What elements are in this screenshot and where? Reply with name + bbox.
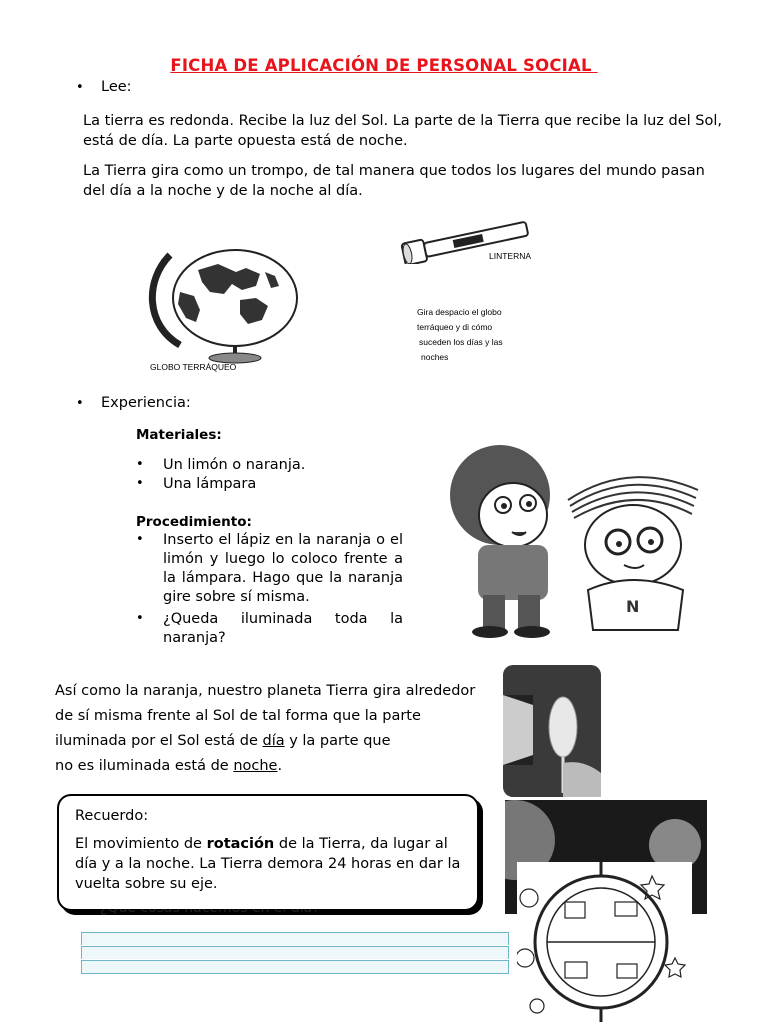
svg-text:N: N: [626, 597, 640, 616]
text-fragment: no es iluminada está de: [55, 758, 234, 774]
note-line: noches: [421, 352, 449, 362]
day-night-diagram-icon: [517, 858, 695, 1024]
bullet-icon: •: [136, 476, 144, 491]
procedure-step: Inserto el lápiz en la naranja o el limón y luego lo coloco frente a la lámpara. Hago que la naranja gire sobre sí misma.: [163, 532, 403, 605]
material-item: Una lámpara: [163, 476, 257, 492]
children-illustration-icon: [428, 440, 708, 640]
instruction-note: [417, 305, 503, 365]
procedimiento-heading: Procedimiento:: [136, 514, 252, 530]
orange-photo-icon: [503, 665, 601, 797]
globe-label: GLOBO TERRÁQUEO: [150, 362, 237, 372]
night-word: noche: [233, 758, 278, 774]
bullet-icon: •: [136, 457, 144, 472]
page-title: FICHA DE APLICACIÓN DE PERSONAL SOCIAL: [170, 56, 598, 75]
experiencia-label: Experiencia:: [101, 395, 191, 411]
explanation-line: de sí misma frente al Sol de tal forma que la parte: [55, 708, 421, 724]
note-line: suceden los días y las: [419, 337, 503, 347]
bullet-icon: •: [76, 396, 84, 411]
text-fragment: de la Tierra, da lugar al día y a la noche. La Tierra demora 24 horas en dar la vuelta sobre su eje.: [75, 836, 461, 892]
explanation-line: [55, 754, 525, 779]
bullet-icon: •: [76, 80, 84, 95]
text-fragment: .: [277, 758, 283, 774]
answer-line[interactable]: [81, 960, 509, 974]
note-line: terráqueo y di cómo: [417, 322, 493, 332]
paragraph-2: La Tierra gira como un trompo, de tal manera que todos los lugares del mundo pasan del día a la noche y de la noche al día.: [83, 163, 705, 199]
procedure-question: ¿Queda iluminada toda la naranja?: [163, 611, 403, 646]
paragraph-1: La tierra es redonda. Recibe la luz del Sol. La parte de la Tierra que recibe la luz del Sol, está de día. La parte opuesta está de noche.: [83, 113, 722, 149]
bullet-icon: •: [136, 532, 144, 547]
recuerdo-text: [75, 834, 467, 894]
answer-line[interactable]: [81, 932, 509, 945]
recuerdo-title: Recuerdo:: [75, 808, 149, 824]
explanation-paragraph: [55, 679, 525, 779]
note-line: Gira despacio el globo: [417, 307, 502, 317]
text-fragment: El movimiento de: [75, 836, 207, 852]
explanation-line: Así como la naranja, nuestro planeta Tierra gira alrededor: [55, 683, 476, 699]
explanation-line: [55, 729, 525, 754]
text-fragment: y la parte que: [284, 733, 391, 749]
lee-label: Lee:: [101, 79, 132, 95]
flashlight-label: LINTERNA: [489, 251, 532, 261]
material-item: Un limón o naranja.: [163, 457, 306, 473]
text-fragment: iluminada por el Sol está de: [55, 733, 263, 749]
globe-icon: [140, 240, 310, 370]
rotation-word: rotación: [206, 836, 275, 852]
recuerdo-box: [57, 794, 479, 911]
day-word: día: [262, 733, 285, 749]
bullet-icon: •: [136, 611, 144, 626]
answer-line[interactable]: [81, 946, 509, 959]
materiales-heading: Materiales:: [136, 427, 222, 443]
